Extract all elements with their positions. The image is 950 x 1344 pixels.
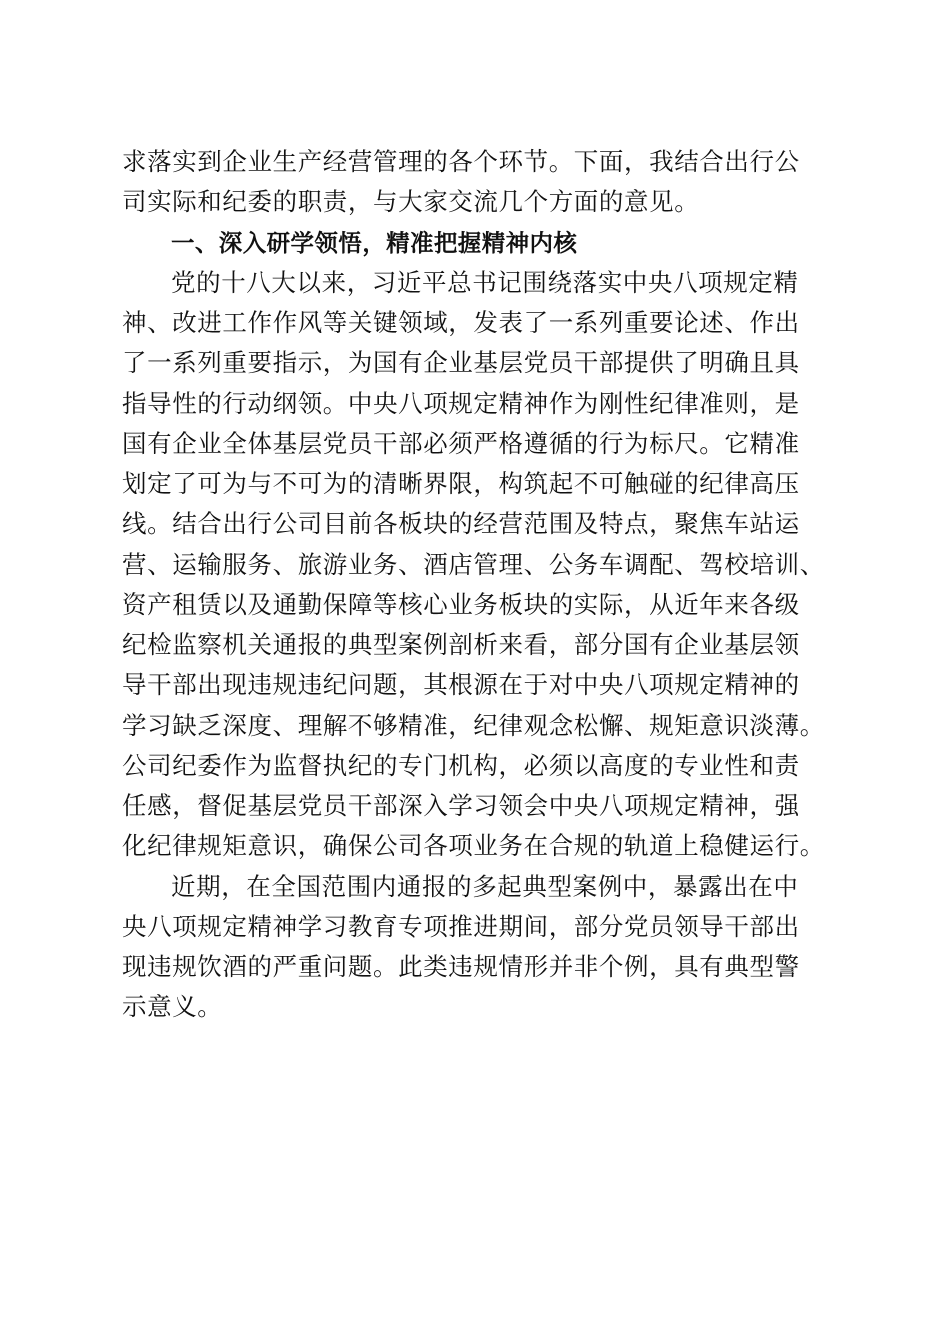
- paragraph-line: 现违规饮酒的严重问题。此类违规情形并非个例，具有典型警: [122, 952, 800, 981]
- paragraph-line: 央八项规定精神学习教育专项推进期间，部分党员领导干部出: [122, 911, 800, 941]
- paragraph-line: 了一系列重要指示，为国有企业基层党员干部提供了明确且具: [122, 348, 800, 378]
- paragraph-line: 化纪律规矩意识，确保公司各项业务在合规的轨道上稳健运行。: [122, 831, 825, 861]
- paragraph-line: 营、运输服务、旅游业务、酒店管理、公务车调配、驾校培训、: [122, 549, 825, 579]
- paragraph-line: 公司纪委作为监督执纪的专门机构，必须以高度的专业性和责: [122, 750, 800, 780]
- paragraph-line: 国有企业全体基层党员干部必须严格遵循的行为标尺。它精准: [122, 428, 800, 458]
- section-heading: 一、深入研学领悟，精准把握精神内核: [171, 228, 578, 257]
- paragraph-line: 神、改进工作作风等关键领域，发表了一系列重要论述、作出: [122, 308, 800, 337]
- paragraph-line: 求落实到企业生产经营管理的各个环节。下面，我结合出行公: [122, 147, 800, 176]
- paragraph-line: 近期，在全国范围内通报的多起典型案例中，暴露出在中: [171, 871, 799, 901]
- paragraph-line: 示意义。: [122, 992, 223, 1022]
- paragraph-line: 资产租赁以及通勤保障等核心业务板块的实际，从近年来各级: [122, 589, 800, 619]
- paragraph-line: 线。结合出行公司目前各板块的经营范围及特点，聚焦车站运: [122, 509, 800, 539]
- paragraph-line: 指导性的行动纲领。中央八项规定精神作为刚性纪律准则，是: [122, 388, 800, 418]
- paragraph-line: 纪检监察机关通报的典型案例剖析来看，部分国有企业基层领: [122, 630, 800, 659]
- paragraph-line: 导干部出现违规违纪问题，其根源在于对中央八项规定精神的: [122, 670, 800, 700]
- paragraph-line: 任感，督促基层党员干部深入学习领会中央八项规定精神，强: [122, 791, 800, 820]
- paragraph-line: 划定了可为与不可为的清晰界限，构筑起不可触碰的纪律高压: [122, 469, 800, 498]
- paragraph-line: 学习缺乏深度、理解不够精准，纪律观念松懈、规矩意识淡薄。: [122, 710, 825, 740]
- paragraph-line: 司实际和纪委的职责，与大家交流几个方面的意见。: [122, 187, 700, 217]
- paragraph-line: 党的十八大以来，习近平总书记围绕落实中央八项规定精: [171, 267, 799, 297]
- document-body: [122, 142, 838, 1028]
